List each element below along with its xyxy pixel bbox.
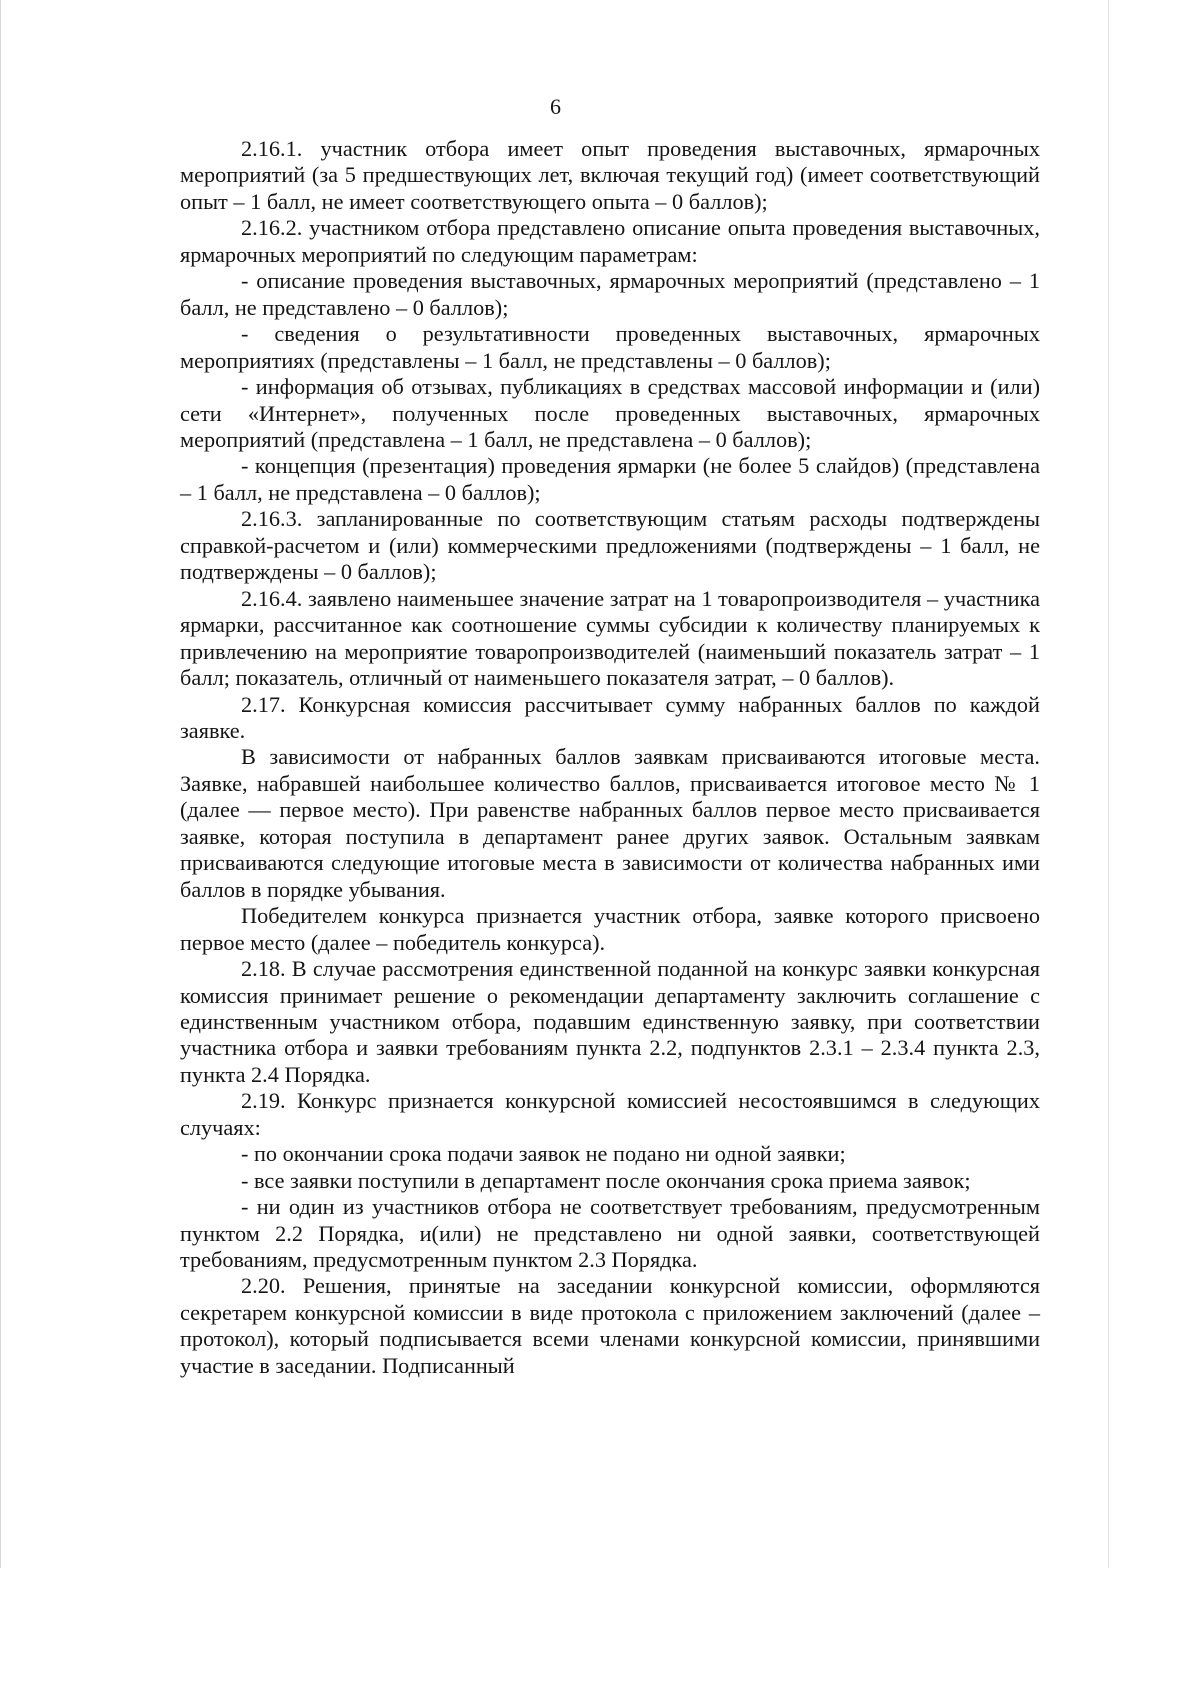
paragraph-2-16-1: 2.16.1. участник отбора имеет опыт проведения выставочных, ярмарочных мероприятий (за 5 предшествующих лет, включая текущий год) (имеет соответствующий опыт – 1 балл, не имеет соответствующего опыта – 0 баллов);	[180, 136, 1040, 214]
paragraph-ranking: В зависимости от набранных баллов заявкам присваиваются итоговые места. Заявке, набравшей наибольшее количество баллов, присваивается итоговое место № 1 (далее — первое место). При равенстве набранных баллов первое место присваивается заявке, которая поступила в департамент ранее других заявок. Остальным заявкам присваиваются следующие итоговые места в зависимости от количества набранных ими баллов в порядке убывания.	[180, 744, 1040, 902]
paragraph-2-18: 2.18. В случае рассмотрения единственной поданной на конкурс заявки конкурсная комиссия принимает решение о рекомендации департаменту заключить соглашение с единственным участником отбора, подавшим единственную заявку, при соответствии участника отбора и заявки требованиям пункта 2.2, подпунктов 2.3.1 – 2.3.4 пункта 2.3, пункта 2.4 Порядка.	[180, 956, 1040, 1087]
paragraph-2-19: 2.19. Конкурс признается конкурсной комиссией несостоявшимся в следующих случаях:	[180, 1088, 1040, 1140]
list-item-no-applications: - по окончании срока подачи заявок не подано ни одной заявки;	[241, 1141, 846, 1167]
paragraph-2-16-2: 2.16.2. участником отбора представлено описание опыта проведения выставочных, ярмарочных мероприятий по следующим параметрам:	[180, 215, 1040, 267]
paragraph-2-17: 2.17. Конкурсная комиссия рассчитывает сумму набранных баллов по каждой заявке.	[180, 691, 1040, 743]
list-item-no-eligible: - ни один из участников отбора не соответствует требованиям, предусмотренным пунктом 2.2 Порядка, и(или) не представлено ни одной заявки, соответствующей требованиям, предусмотренным пунктом 2.3 Порядка.	[180, 1194, 1040, 1273]
list-item-description: - описание проведения выставочных, ярмарочных мероприятий (представлено – 1 балл, не представлено – 0 баллов);	[180, 268, 1040, 320]
paragraph-2-16-3: 2.16.3. запланированные по соответствующим статьям расходы подтверждены справкой-расчетом и (или) коммерческими предложениями (подтверждены – 1 балл, не подтверждены – 0 баллов);	[180, 506, 1040, 585]
list-item-late-applications: - все заявки поступили в департамент после окончания срока приема заявок;	[241, 1167, 971, 1193]
document-body	[180, 136, 1040, 1379]
page-number: 6	[550, 94, 561, 119]
paragraph-2-16-4: 2.16.4. заявлено наименьшее значение затрат на 1 товаропроизводителя – участника ярмарки, рассчитанное как соотношение суммы субсидии к количеству планируемых к привлечению на мероприятие товаропроизводителей (наименьший показатель затрат – 1 балл; показатель, отличный от наименьшего показателя затрат, – 0 баллов).	[180, 585, 1040, 691]
list-item-reviews: - информация об отзывах, публикациях в средствах массовой информации и (или) сети «Интернет», полученных после проведенных выставочных, ярмарочных мероприятий (представлена – 1 балл, не представлена – 0 баллов);	[180, 374, 1040, 452]
paragraph-2-20: 2.20. Решения, принятые на заседании конкурсной комиссии, оформляются секретарем конкурсной комиссии в виде протокола с приложением заключений (далее – протокол), который подписывается всеми членами конкурсной комиссии, принявшими участие в заседании. Подписанный	[180, 1273, 1040, 1378]
list-item-results: - сведения о результативности проведенных выставочных, ярмарочных мероприятиях (представлены – 1 балл, не представлены – 0 баллов);	[180, 321, 1040, 373]
paragraph-winner: Победителем конкурса признается участник отбора, заявке которого присвоено первое место (далее – победитель конкурса).	[180, 903, 1040, 955]
list-item-concept: - концепция (презентация) проведения ярмарки (не более 5 слайдов) (представлена – 1 балл, не представлена – 0 баллов);	[180, 453, 1040, 505]
